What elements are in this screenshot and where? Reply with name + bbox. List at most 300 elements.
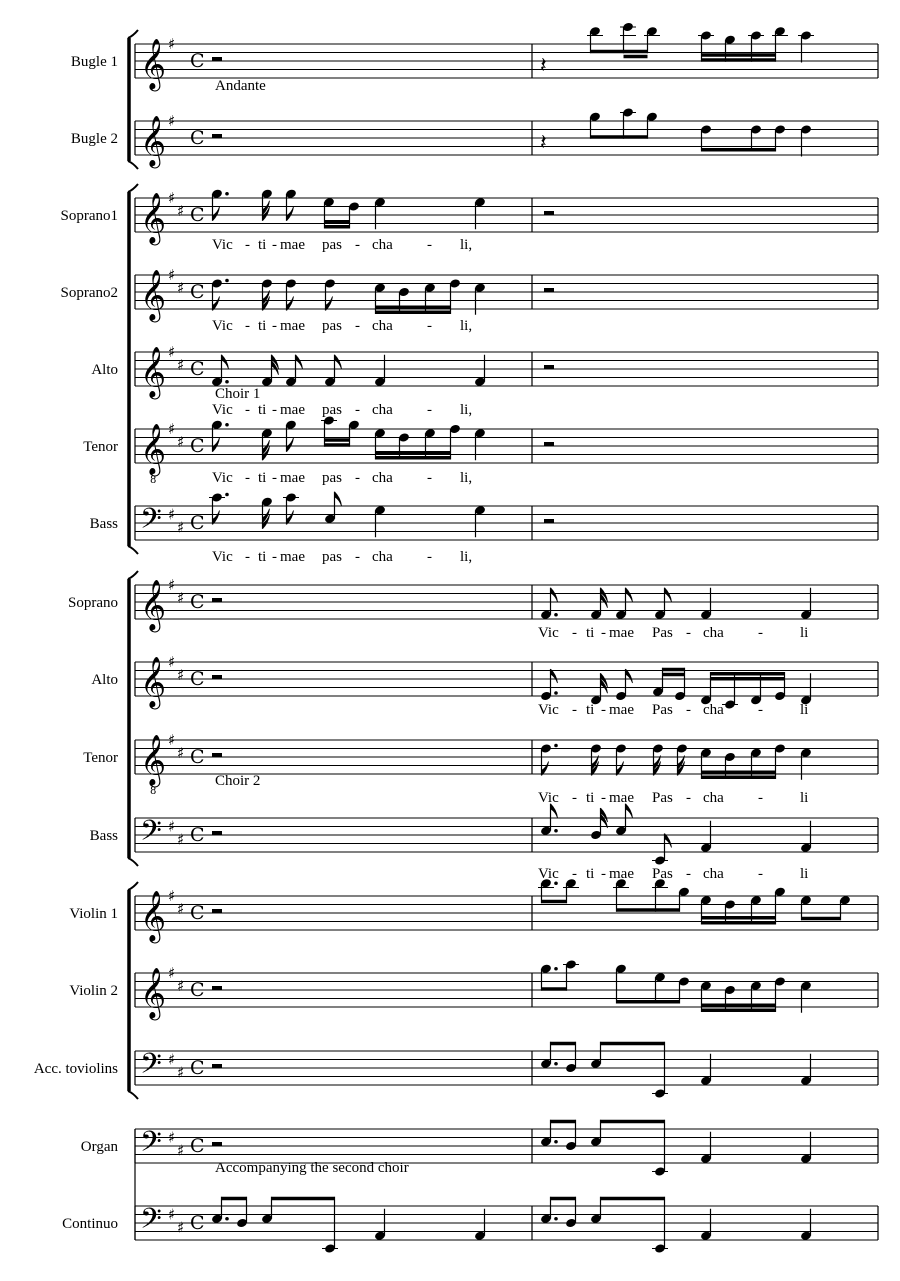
- note: [646, 111, 658, 138]
- lyric-syllable: cha: [703, 790, 724, 806]
- sharp-icon: ♯: [168, 1050, 176, 1069]
- flag: [542, 762, 549, 776]
- lyric-syllable: -: [427, 549, 432, 565]
- note: [261, 188, 273, 220]
- lyric-syllable: li,: [460, 402, 473, 418]
- octave-mark: 8: [150, 475, 157, 486]
- beam: [551, 1197, 576, 1201]
- note: [839, 895, 851, 920]
- note: [283, 492, 299, 524]
- time-signature: C: [190, 1135, 205, 1157]
- sharp-icon: ♯: [168, 189, 176, 207]
- lyric-syllable: cha: [372, 402, 393, 418]
- beam: [376, 311, 451, 315]
- lyric-syllable: -: [245, 402, 250, 418]
- note: [261, 278, 273, 310]
- note: [620, 107, 636, 139]
- lyric-syllable: pas: [322, 470, 342, 486]
- time-signature: C: [190, 668, 205, 690]
- sharp-icon: ♯: [168, 1128, 176, 1147]
- treble-clef-icon: 𝄞: [140, 38, 167, 90]
- lyric-syllable: li: [800, 625, 809, 641]
- note: [322, 1197, 338, 1254]
- beam: [711, 677, 785, 681]
- dot: [225, 380, 229, 384]
- sharp-icon: ♯: [177, 518, 185, 537]
- flag: [626, 588, 633, 602]
- staff-name: Violin 2: [69, 983, 118, 999]
- lyric-syllable: -: [758, 790, 763, 806]
- note: [321, 415, 337, 447]
- half-rest: [212, 134, 222, 138]
- lyric-syllable: li,: [460, 318, 473, 334]
- lyric-syllable: Vic: [212, 318, 233, 334]
- time-signature: C: [190, 1057, 205, 1079]
- beam: [702, 921, 776, 925]
- time-signature: C: [190, 204, 205, 226]
- note: [652, 834, 672, 866]
- sharp-icon: ♯: [168, 35, 176, 53]
- note: [540, 1042, 558, 1069]
- treble-clef-icon: 𝄞: [140, 115, 167, 167]
- treble-clef-icon: 𝄞: [140, 423, 167, 475]
- sharp-icon: ♯: [168, 817, 176, 836]
- quarter-rest: 𝄽: [540, 53, 547, 79]
- note: [211, 1197, 229, 1224]
- lyric-syllable: -: [272, 549, 277, 565]
- beam: [702, 916, 776, 920]
- lyric-syllable: -: [601, 866, 606, 882]
- treble-clef-icon: 𝄞: [140, 579, 167, 631]
- lyric-syllable: ti: [258, 470, 267, 486]
- staff-name: Soprano1: [60, 208, 118, 224]
- sharp-icon: ♯: [177, 1063, 185, 1082]
- beam: [702, 1009, 776, 1013]
- note: [236, 1197, 248, 1229]
- sharp-icon: ♯: [177, 588, 185, 607]
- flag: [287, 297, 294, 311]
- sharp-icon: ♯: [177, 278, 185, 297]
- dot: [225, 192, 229, 196]
- note: [540, 963, 558, 990]
- beam: [802, 917, 841, 921]
- time-signature: C: [190, 435, 205, 457]
- lyric-syllable: -: [601, 790, 606, 806]
- sharp-icon: ♯: [177, 830, 185, 849]
- lyric-syllable: -: [272, 470, 277, 486]
- bass-clef-icon: 𝄢: [140, 1125, 162, 1166]
- note: [540, 1120, 558, 1147]
- beam: [702, 1004, 776, 1008]
- time-signature: C: [190, 902, 205, 924]
- note: [261, 1197, 273, 1224]
- sharp-icon: ♯: [168, 887, 176, 905]
- note: [615, 588, 632, 620]
- octave-mark: 8: [150, 786, 157, 797]
- note: [800, 821, 812, 853]
- treble-clef-icon: 𝄞: [140, 734, 167, 786]
- lyric-syllable: cha: [372, 237, 393, 253]
- bass-clef-icon: 𝄢: [140, 814, 162, 855]
- lyric-syllable: -: [272, 402, 277, 418]
- lyric-syllable: cha: [703, 866, 724, 882]
- beam: [601, 1042, 665, 1046]
- half-rest: [212, 831, 222, 835]
- note: [748, 30, 764, 62]
- dot: [554, 967, 558, 971]
- note: [700, 1054, 712, 1086]
- note: [654, 588, 671, 620]
- lyric-syllable: Vic: [212, 549, 233, 565]
- beam: [702, 776, 776, 780]
- note: [644, 26, 660, 53]
- treble-clef-icon: 𝄞: [140, 967, 167, 1019]
- sharp-icon: ♯: [168, 1205, 176, 1224]
- lyric-syllable: -: [245, 470, 250, 486]
- note: [652, 878, 668, 912]
- lyric-syllable: ti: [586, 702, 595, 718]
- lyric-syllable: cha: [372, 470, 393, 486]
- beam: [591, 50, 648, 54]
- note: [324, 278, 336, 310]
- staff: [61, 266, 879, 323]
- staff-name: Violin 1: [69, 906, 118, 922]
- beam: [663, 673, 685, 677]
- bass-clef-icon: 𝄢: [140, 502, 162, 543]
- lyric-syllable: Pas: [652, 625, 673, 641]
- note: [774, 672, 786, 701]
- sharp-icon: ♯: [177, 355, 185, 374]
- lyric-syllable: -: [272, 237, 277, 253]
- staff: [68, 576, 878, 633]
- note: [565, 1197, 577, 1229]
- note: [800, 124, 812, 156]
- bracket-choir2-bottom: [128, 858, 138, 866]
- half-rest: [544, 365, 554, 369]
- lyric-syllable: pas: [322, 237, 342, 253]
- lyric-syllable: Vic: [212, 470, 233, 486]
- note: [540, 804, 558, 836]
- beam: [376, 451, 451, 455]
- note: [374, 1209, 386, 1241]
- beam: [617, 1000, 680, 1004]
- beam: [222, 1197, 247, 1201]
- note: [285, 419, 297, 451]
- flag: [335, 355, 342, 369]
- lyric-syllable: -: [758, 702, 763, 718]
- lyric-syllable: mae: [280, 549, 305, 565]
- lyric-syllable: li: [800, 790, 809, 806]
- beam: [325, 443, 350, 447]
- time-signature: C: [190, 281, 205, 303]
- note: [590, 673, 607, 705]
- flag: [287, 511, 294, 525]
- half-rest: [212, 675, 222, 679]
- beam: [542, 900, 567, 904]
- sharp-icon: ♯: [168, 576, 176, 594]
- lyric-syllable: li,: [460, 549, 473, 565]
- lyric-syllable: -: [601, 702, 606, 718]
- half-rest: [212, 598, 222, 602]
- note: [700, 821, 712, 853]
- sharp-icon: ♯: [168, 420, 176, 438]
- lyric-syllable: li: [800, 866, 809, 882]
- flag: [626, 669, 633, 683]
- flag: [296, 355, 303, 369]
- staff-name: Bugle 2: [70, 131, 118, 147]
- flag: [287, 438, 294, 452]
- staff-name: Soprano2: [60, 285, 118, 301]
- staff-name: Tenor: [83, 750, 118, 766]
- beam: [601, 1197, 665, 1201]
- staff-name: Bugle 1: [70, 54, 118, 70]
- staff-name: Acc. toviolins: [33, 1061, 118, 1077]
- beam: [702, 771, 776, 775]
- flag: [213, 511, 220, 525]
- note: [285, 278, 297, 310]
- sharp-icon: ♯: [177, 1218, 185, 1237]
- flag: [665, 588, 672, 602]
- bass-clef-icon: 𝄢: [140, 1047, 162, 1088]
- bracket-choir1-bottom: [128, 546, 138, 554]
- beam: [617, 908, 680, 912]
- note: [261, 496, 273, 528]
- treble-clef-icon: 𝄞: [140, 346, 167, 398]
- time-signature: C: [190, 127, 205, 149]
- staff: [69, 887, 878, 944]
- note: [676, 743, 688, 775]
- lyric-syllable: ti: [258, 318, 267, 334]
- note: [652, 1042, 668, 1099]
- sharp-icon: ♯: [177, 665, 185, 684]
- note: [474, 1209, 486, 1241]
- staff-name: Alto: [91, 362, 118, 378]
- staff: [69, 964, 878, 1021]
- lyric-syllable: mae: [609, 790, 634, 806]
- note: [615, 963, 627, 1003]
- staff-name: Tenor: [83, 439, 118, 455]
- lyric-syllable: Vic: [538, 866, 559, 882]
- note: [565, 1120, 577, 1152]
- sharp-icon: ♯: [168, 731, 176, 749]
- note: [800, 673, 812, 705]
- note: [374, 505, 386, 537]
- half-rest: [212, 1064, 222, 1068]
- staff-name: Bass: [89, 516, 118, 532]
- flag: [551, 669, 558, 683]
- lyric-syllable: -: [355, 318, 360, 334]
- sharp-icon: ♯: [177, 1141, 185, 1160]
- choir-label: Choir 1: [215, 386, 261, 402]
- sharp-icon: ♯: [177, 201, 185, 220]
- note: [589, 111, 601, 138]
- half-rest: [212, 57, 222, 61]
- note: [285, 188, 297, 220]
- beam: [376, 306, 451, 310]
- note: [700, 588, 712, 620]
- lyric-syllable: cha: [372, 549, 393, 565]
- note: [800, 895, 812, 920]
- note: [324, 492, 341, 524]
- note: [474, 505, 486, 537]
- lyric-syllable: -: [427, 318, 432, 334]
- bass-clef-icon: 𝄢: [140, 1202, 162, 1243]
- lyric-syllable: -: [572, 866, 577, 882]
- lyric-syllable: -: [355, 402, 360, 418]
- beam: [376, 456, 451, 460]
- lyric-syllable: -: [572, 790, 577, 806]
- staff: [34, 1048, 878, 1088]
- treble-clef-icon: 𝄞: [140, 192, 167, 244]
- dot: [554, 613, 558, 617]
- lyric-syllable: cha: [703, 702, 724, 718]
- beam: [551, 1120, 576, 1124]
- beam: [702, 53, 776, 57]
- note: [474, 282, 486, 314]
- staff: [83, 731, 878, 797]
- note: [750, 895, 762, 925]
- beam: [325, 220, 350, 224]
- lyric-syllable: Vic: [538, 702, 559, 718]
- sharp-icon: ♯: [168, 343, 176, 361]
- note: [474, 197, 486, 229]
- lyric-syllable: li: [800, 702, 809, 718]
- lyric-syllable: mae: [280, 237, 305, 253]
- bracket-bugles-top: [128, 30, 138, 38]
- half-rest: [544, 288, 554, 292]
- lyric-syllable: ti: [258, 402, 267, 418]
- note: [324, 355, 341, 387]
- note: [798, 30, 814, 62]
- sharp-icon: ♯: [177, 899, 185, 918]
- half-rest: [544, 519, 554, 523]
- time-signature: C: [190, 824, 205, 846]
- beam: [711, 672, 785, 676]
- sharp-icon: ♯: [177, 432, 185, 451]
- note: [285, 355, 302, 387]
- time-signature: C: [190, 358, 205, 380]
- lyric-syllable: -: [245, 318, 250, 334]
- lyric-syllable: Vic: [538, 625, 559, 641]
- note: [800, 980, 812, 1012]
- lyric-syllable: Vic: [538, 790, 559, 806]
- note: [587, 26, 603, 53]
- note: [615, 804, 632, 836]
- sharp-icon: ♯: [177, 976, 185, 995]
- sharp-icon: ♯: [177, 743, 185, 762]
- beam: [325, 225, 350, 229]
- staff-name: Continuo: [62, 1216, 118, 1232]
- flag: [335, 492, 342, 506]
- half-rest: [544, 442, 554, 446]
- flag: [551, 588, 558, 602]
- lyric-syllable: Pas: [652, 790, 673, 806]
- beam: [551, 1042, 576, 1046]
- half-rest: [212, 753, 222, 757]
- dot: [225, 1217, 229, 1221]
- note: [774, 886, 786, 924]
- choir-label: Choir 2: [215, 773, 261, 789]
- note: [540, 1197, 558, 1224]
- lyric-syllable: ti: [258, 237, 267, 253]
- lyric-syllable: cha: [372, 318, 393, 334]
- lyric-syllable: pas: [322, 318, 342, 334]
- beam: [702, 148, 776, 152]
- lyric-syllable: mae: [609, 702, 634, 718]
- note: [540, 588, 558, 620]
- bracket-strings-bottom: [128, 1091, 138, 1099]
- sharp-icon: ♯: [168, 964, 176, 982]
- staves: [34, 22, 878, 1254]
- lyric-syllable: -: [686, 625, 691, 641]
- bracket-strings-top: [128, 882, 138, 890]
- sharp-icon: ♯: [168, 653, 176, 671]
- lyric-syllable: -: [245, 549, 250, 565]
- note: [563, 959, 579, 991]
- note: [261, 428, 273, 460]
- lyric-syllable: -: [355, 549, 360, 565]
- note: [620, 22, 636, 54]
- treble-clef-icon: 𝄞: [140, 656, 167, 708]
- lyric-syllable: -: [427, 237, 432, 253]
- lyric-syllable: -: [686, 702, 691, 718]
- note: [700, 1132, 712, 1164]
- beam: [542, 987, 567, 991]
- note: [261, 355, 278, 387]
- lyric-syllable: -: [355, 237, 360, 253]
- note: [348, 419, 360, 446]
- lyric-syllable: -: [272, 318, 277, 334]
- note: [613, 878, 629, 912]
- bracket-choir2-top: [128, 571, 138, 579]
- lyric-syllable: li,: [460, 470, 473, 486]
- lyric-syllable: Vic: [212, 237, 233, 253]
- flag: [213, 297, 220, 311]
- lyric-syllable: mae: [280, 402, 305, 418]
- staff: [90, 815, 878, 855]
- dot: [225, 279, 229, 283]
- half-rest: [544, 211, 554, 215]
- lyric-syllable: ti: [586, 625, 595, 641]
- lyric-syllable: -: [686, 866, 691, 882]
- note: [590, 588, 607, 620]
- dot: [554, 691, 558, 695]
- dot: [554, 1140, 558, 1144]
- lyric-syllable: -: [427, 470, 432, 486]
- note: [800, 1132, 812, 1164]
- note: [800, 747, 812, 779]
- note: [474, 428, 486, 460]
- lyric-syllable: -: [245, 237, 250, 253]
- staff: [71, 35, 878, 92]
- beam: [702, 58, 776, 62]
- staff: [81, 1126, 878, 1166]
- note: [652, 743, 664, 775]
- half-rest: [212, 986, 222, 990]
- lyric-syllable: mae: [609, 625, 634, 641]
- staff-name: Bass: [89, 828, 118, 844]
- flag: [213, 438, 220, 452]
- note: [374, 197, 386, 229]
- time-signature: C: [190, 979, 205, 1001]
- dot: [225, 423, 229, 427]
- lyric-syllable: Vic: [212, 402, 233, 418]
- note: [615, 743, 627, 775]
- organ-annotation: Accompanying the second choir: [215, 1160, 409, 1176]
- flag: [617, 762, 624, 776]
- staff-name: Organ: [80, 1139, 118, 1155]
- lyric-syllable: -: [572, 702, 577, 718]
